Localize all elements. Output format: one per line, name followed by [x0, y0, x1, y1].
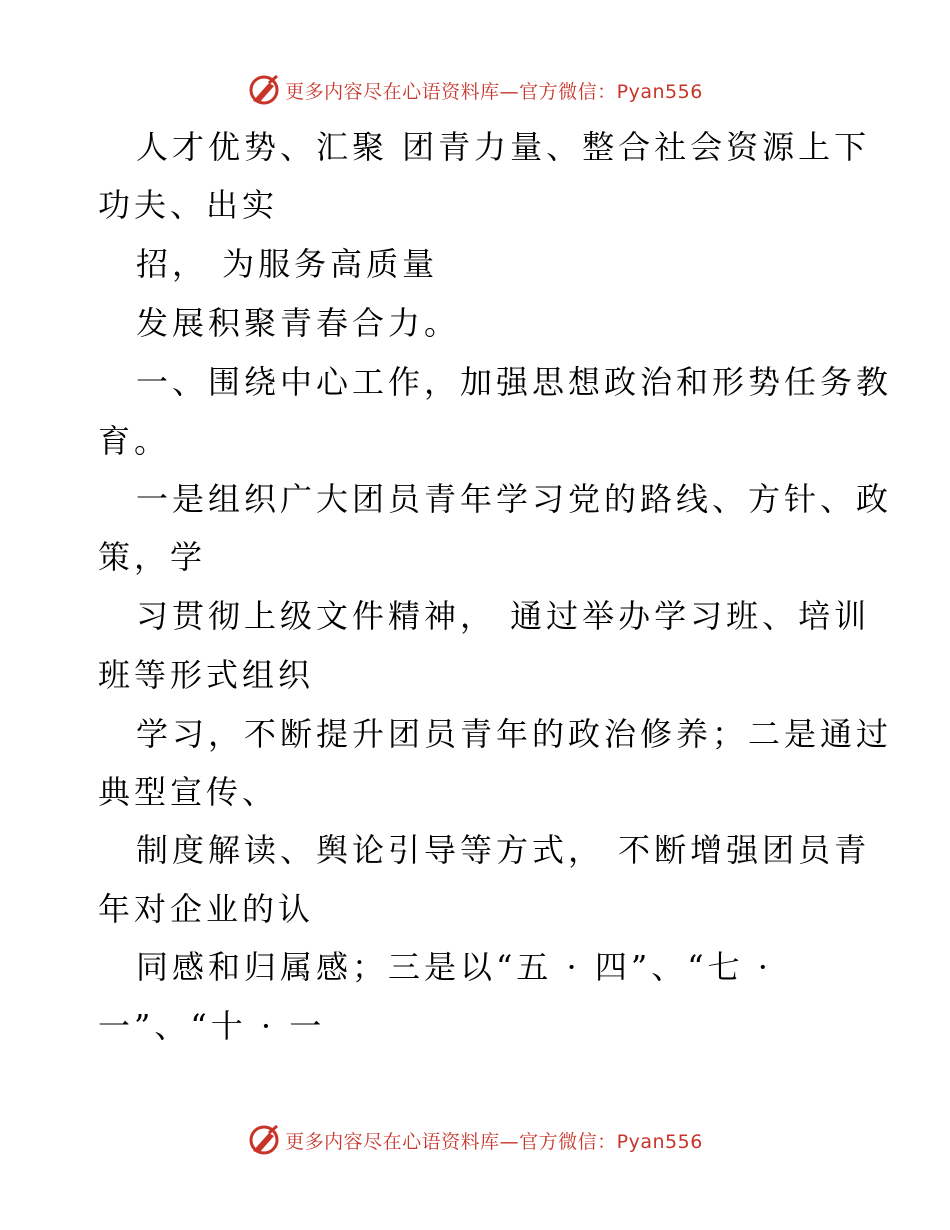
pen-logo-icon: [247, 1123, 281, 1157]
text-line: 功夫、出实: [98, 186, 279, 224]
text-line: 育。: [98, 422, 171, 460]
text-line: 一、围绕中心工作，加强思想政治和形势任务教: [136, 363, 893, 401]
text-line: 制度解读、舆论引导等方式， 不断增强团员青: [136, 831, 871, 869]
text-line: 学习，不断提升团员青年的政治修养；二是通过: [136, 715, 893, 753]
text-line: 典型宣传、: [98, 773, 279, 811]
text-line: 班等形式组织: [98, 656, 315, 694]
text-line: 策，学: [98, 538, 207, 576]
text-line: 年对企业的认: [98, 890, 315, 928]
footer-watermark: [0, 1120, 950, 1160]
text-line: 招， 为服务高质量: [136, 245, 439, 283]
text-line: 同感和归属感；三是以“五 · 四”、“七 ·: [136, 948, 772, 986]
text-line: 一是组织广大团员青年学习党的路线、方针、政: [136, 480, 893, 518]
text-line: 发展积聚青春合力。: [136, 304, 461, 342]
text-line: 人才优势、汇聚 团青力量、整合社会资源上下: [136, 128, 871, 166]
header-watermark-text: 更多内容尽在心语资料库—官方微信：Pyan556: [285, 80, 703, 103]
text-line: 一”、“十 · 一: [98, 1007, 326, 1045]
footer-watermark-text: 更多内容尽在心语资料库—官方微信：Pyan556: [285, 1130, 703, 1153]
text-line: 习贯彻上级文件精神， 通过举办学习班、培训: [136, 597, 871, 635]
